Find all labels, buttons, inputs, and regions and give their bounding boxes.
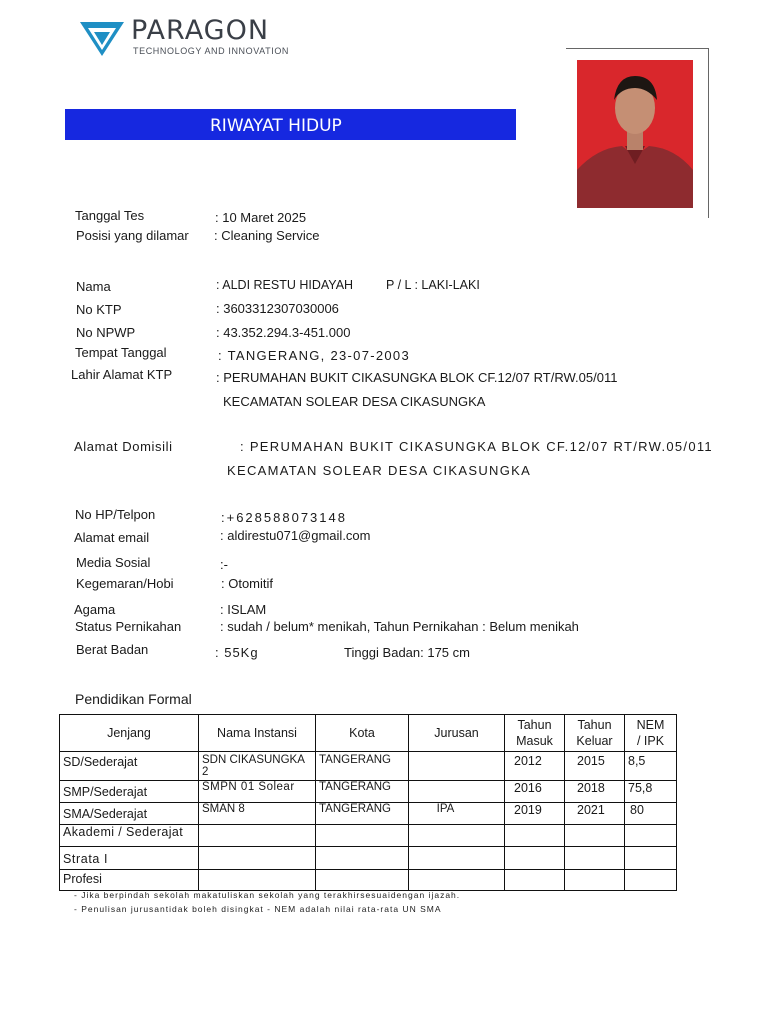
cell-nama-instansi: SDN CIKASUNGKA 2 [199, 752, 316, 781]
value-agama: : ISLAM [220, 602, 267, 617]
value-domisili: : PERUMAHAN BUKIT CIKASUNGKA BLOK CF.12/07 RT/RW.05/011 [240, 439, 713, 454]
education-table [59, 714, 677, 891]
cell-tahun-masuk: 2019 [505, 803, 565, 825]
cell-jenjang: Akademi / Sederajat [60, 825, 199, 847]
cell-kota: TANGERANG [316, 781, 409, 803]
education-note-1: - Jika berpindah sekolah makatuliskan sekolah yang terakhirsesuaidengan ijazah. [74, 890, 461, 900]
header-nama-instansi: Nama Instansi [199, 715, 316, 752]
cell-tahun-masuk: 2016 [505, 781, 565, 803]
cell-jurusan [409, 825, 505, 847]
value-gender: P / L : LAKI-LAKI [386, 278, 480, 292]
label-hp: No HP/Telpon [75, 507, 156, 522]
cell-nama-instansi [199, 825, 316, 847]
value-berat: : 55Kg [215, 645, 259, 660]
cell-nem: 75,8 [625, 781, 677, 803]
value-email: : aldirestu071@gmail.com [220, 528, 371, 543]
header-jurusan: Jurusan [409, 715, 505, 752]
cell-tahun-masuk: 2012 [505, 752, 565, 781]
value-posisi: : Cleaning Service [214, 228, 320, 243]
cell-jurusan [409, 781, 505, 803]
table-row [60, 847, 677, 870]
cell-jenjang: SD/Sederajat [60, 752, 199, 781]
education-heading: Pendidikan Formal [75, 691, 192, 707]
education-note-2: - Penulisan jurusantidak boleh disingkat - NEM adalah nilai rata-rata UN SMA [74, 904, 442, 914]
header-kota: Kota [316, 715, 409, 752]
label-alamat-ktp: Lahir Alamat KTP [71, 367, 173, 382]
value-ttl: : TANGERANG, 23-07-2003 [218, 348, 410, 363]
table-row [60, 781, 677, 803]
cell-kota [316, 825, 409, 847]
label-ttl: Tempat Tanggal [75, 345, 167, 360]
value-tanggal-tes: : 10 Maret 2025 [215, 210, 307, 225]
photo-frame-line [566, 48, 709, 49]
cell-nem: 80 [625, 803, 677, 825]
header-tahun-masuk: Tahun Masuk [505, 715, 565, 752]
paragon-logo-icon [80, 20, 124, 56]
cell-nama-instansi [199, 847, 316, 870]
cell-jenjang: SMA/Sederajat [60, 803, 199, 825]
cell-tahun-keluar [565, 825, 625, 847]
cell-kota [316, 870, 409, 891]
cell-tahun-keluar: 2018 [565, 781, 625, 803]
value-ktp: : 3603312307030006 [216, 301, 339, 316]
cell-jurusan [409, 847, 505, 870]
value-alamat-ktp: : PERUMAHAN BUKIT CIKASUNGKA BLOK CF.12/07 RT/RW.05/011 [216, 370, 618, 385]
cell-kota: TANGERANG [316, 803, 409, 825]
title-banner [65, 109, 516, 140]
label-berat: Berat Badan [76, 642, 149, 657]
cell-jurusan [409, 752, 505, 781]
table-row [60, 870, 677, 891]
cell-jenjang: SMP/Sederajat [60, 781, 199, 803]
label-npwp: No NPWP [76, 325, 136, 340]
label-ktp: No KTP [76, 302, 122, 317]
logo-brand: PARAGON [131, 15, 270, 46]
cell-tahun-masuk [505, 870, 565, 891]
value-alamat-ktp-line2: KECAMATAN SOLEAR DESA CIKASUNGKA [223, 394, 486, 409]
cell-nama-instansi [199, 870, 316, 891]
value-npwp: : 43.352.294.3-451.000 [216, 325, 351, 340]
value-status: : sudah / belum* menikah, Tahun Pernikahan : Belum menikah [220, 619, 579, 634]
logo-tagline: TECHNOLOGY AND INNOVATION [133, 46, 290, 56]
label-medsos: Media Sosial [76, 555, 151, 570]
cell-nem [625, 847, 677, 870]
table-header-row [60, 715, 677, 752]
value-domisili-line2: KECAMATAN SOLEAR DESA CIKASUNGKA [227, 463, 532, 478]
label-nama: Nama [76, 279, 111, 294]
cell-tahun-keluar: 2021 [565, 803, 625, 825]
label-status: Status Pernikahan [75, 619, 182, 634]
page-title: RIWAYAT HIDUP [210, 116, 342, 136]
cell-kota: TANGERANG [316, 752, 409, 781]
cell-jurusan [409, 870, 505, 891]
value-hp: :+628588073148 [221, 510, 347, 525]
table-row [60, 825, 677, 847]
value-nama: : ALDI RESTU HIDAYAH [216, 278, 354, 292]
cell-jenjang: Strata I [60, 847, 199, 870]
cell-jurusan: IPA [409, 803, 505, 825]
cell-jenjang: Profesi [60, 870, 199, 891]
value-medsos: :- [220, 557, 228, 572]
cell-tahun-masuk [505, 825, 565, 847]
header-jenjang: Jenjang [60, 715, 199, 752]
table-row [60, 803, 677, 825]
value-tinggi: Tinggi Badan: 175 cm [344, 645, 470, 660]
cell-tahun-keluar: 2015 [565, 752, 625, 781]
label-email: Alamat email [74, 530, 150, 545]
cell-tahun-masuk [505, 847, 565, 870]
label-tanggal-tes: Tanggal Tes [75, 208, 145, 223]
label-domisili: Alamat Domisili [74, 439, 173, 454]
cell-nama-instansi: SMAN 8 [199, 803, 316, 825]
cell-nem [625, 825, 677, 847]
cell-kota [316, 847, 409, 870]
label-agama: Agama [74, 602, 116, 617]
profile-photo [577, 60, 693, 208]
header-tahun-keluar: Tahun Keluar [565, 715, 625, 752]
label-hobi: Kegemaran/Hobi [76, 576, 174, 591]
photo-frame-line [708, 48, 709, 218]
cell-nem: 8,5 [625, 752, 677, 781]
cell-nama-instansi: SMPN 01 Solear [199, 781, 316, 803]
cell-nem [625, 870, 677, 891]
table-row [60, 752, 677, 781]
label-posisi: Posisi yang dilamar [76, 228, 189, 243]
cell-tahun-keluar [565, 847, 625, 870]
header-nem-ipk: NEM / IPK [625, 715, 677, 752]
value-hobi: : Otomitif [221, 576, 274, 591]
cell-tahun-keluar [565, 870, 625, 891]
